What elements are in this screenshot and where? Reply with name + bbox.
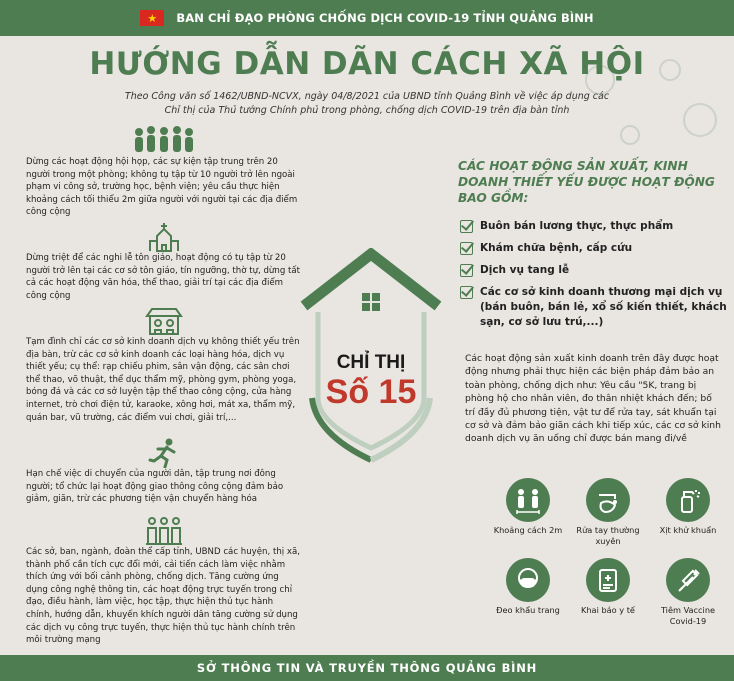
measure-label: Khoảng cách 2m	[493, 525, 563, 535]
handwash-icon	[593, 485, 623, 515]
spray-icon	[673, 485, 703, 515]
vaccine-icon	[673, 565, 703, 595]
page-title: HƯỚNG DẪN DÃN CÁCH XÃ HỘI	[89, 46, 645, 82]
essential-title: CÁC HOẠT ĐỘNG SẢN XUẤT, KINH DOANH THIẾT YẾU ĐƯỢC HOẠT ĐỘNG BAO GỒM:	[458, 159, 715, 205]
measure-label: Khai báo y tế	[581, 605, 635, 615]
house-shield-icon	[296, 248, 446, 478]
distance-icon	[513, 485, 543, 515]
measure-label: Rửa tay thường xuyên	[576, 525, 640, 546]
workers-icon	[144, 516, 184, 546]
church-icon	[147, 222, 181, 252]
directive-line2: Số 15	[325, 373, 417, 411]
safety-paragraph: Các hoạt động sản xuất kinh doanh trên đây được hoạt động nhưng phải thực hiện các biện pháp đảm bảo an toàn phòng, chống dịch như: Yêu cầu "5K, trang bị phòng hộ cho nhân viên, đo thân nhiệt khách đến; bố trí đầy đủ phương tiện, vật tư để rửa tay, sát khuẩn tại cơ sở và đảm bảo giãn cách khi tiếp xúc, các cơ sở kinh doanh dịch vụ ăn uống chỉ được bán mang đi/về	[465, 353, 721, 445]
measure-item	[568, 478, 648, 547]
checkbox-checked-icon	[460, 242, 473, 255]
restriction-item	[26, 438, 301, 506]
restriction-text: Các sở, ban, ngành, đoàn thể cấp tỉnh, UBND các huyện, thị xã, thành phố cần tích cực đổi mới, cải tiến cách làm việc nhằm thích ứng với bối cảnh phòng, chống dịch. Tăng cường ứng dụng công nghệ thông tin, các hoạt động trực tuyến trong chỉ đạo, điều hành, làm việc, học tập, thực hiện thủ tục hành chính, hướng dẫn, khuyến khích người dân tăng cường sử dụng các dịch vụ công trực tuyến, thực hiện thủ tục hành chính trên môi trường mạng	[26, 547, 300, 646]
top-banner	[0, 0, 734, 36]
measure-item	[648, 558, 728, 627]
measure-label: Xịt khử khuẩn	[659, 525, 717, 535]
measure-item	[488, 558, 568, 616]
directive-line1: CHỈ THỊ	[336, 352, 406, 373]
measure-item	[568, 558, 648, 616]
essential-item	[460, 241, 730, 256]
essential-list	[460, 219, 730, 337]
restriction-text: Dừng triệt để các nghi lễ tôn giáo, hoạt động có tụ tập từ 20 người trở lên tại các cơ sở tôn giáo, tín ngưỡng, thờ tự, dừng tất cả các hoạt động văn hóa, thể thao, giải trí tại các địa điểm công cộng	[26, 253, 301, 301]
checkbox-checked-icon	[460, 264, 473, 277]
footer: SỞ THÔNG TIN VÀ TRUYỀN THÔNG QUẢNG BÌNH	[0, 655, 734, 681]
restriction-item	[26, 222, 301, 302]
mask-icon	[513, 565, 543, 595]
page-subtitle: Theo Công văn số 1462/UBND-NCVX, ngày 04/8/2021 của UBND tỉnh Quảng Bình về việc áp dụng các Chỉ thị của Thủ tướng Chính phủ trong phòng, chống dịch COVID-19 trên địa bàn tỉnh	[124, 91, 610, 116]
essential-item-label: Buôn bán lương thực, thực phẩm	[480, 220, 674, 232]
restriction-text: Dừng các hoạt động hội họp, các sự kiện tập trung trên 20 người trong một phòng; không tụ tập từ 10 người trở lên ngoài phạm vi công sở, trường học, bệnh viện; yêu cầu thực hiện khoảng cách tối thiểu 2m giữa người với người tại các địa điểm công cộng	[26, 157, 298, 218]
measure-label: Tiêm Vaccine Covid-19	[660, 605, 716, 626]
essential-item	[460, 263, 730, 278]
crowd-icon	[129, 126, 199, 154]
essential-item-label: Khám chữa bệnh, cấp cứu	[480, 242, 633, 254]
restriction-text: Tạm đình chỉ các cơ sở kinh doanh dịch vụ không thiết yếu trên địa bàn, trừ các cơ sở kinh doanh các loại hàng hóa, dịch vụ thiết yếu; cụ thể: rạp chiếu phim, sân vận động, các sân chơi thể thao, võ thuật, thể dục thẩm mỹ, phòng gym, phòng yoga, bóng đá và các cơ sở luyện tập thể thao công cộng, cửa hàng internet, trò chơi điện tử, karaoke, xông hơi, mát xa, thẩm mỹ, quán bar, vũ trường, các điểm vui chơi, giải trí,...	[26, 337, 300, 423]
essential-item-label: Các cơ sở kinh doanh thương mại dịch vụ (bán buôn, bán lẻ, xổ số kiến thiết, khách sạn, cơ sở lưu trú,...)	[480, 286, 727, 328]
measure-item	[488, 478, 568, 536]
checkbox-checked-icon	[460, 220, 473, 233]
essential-item	[460, 219, 730, 234]
vietnam-flag-icon	[140, 10, 164, 26]
checkbox-checked-icon	[460, 286, 473, 299]
medical-declaration-icon	[593, 565, 623, 595]
market-icon	[144, 306, 184, 336]
restriction-item	[26, 126, 301, 219]
measure-item	[648, 478, 728, 536]
running-person-icon	[147, 438, 181, 468]
restriction-item	[26, 306, 301, 424]
restriction-item	[26, 516, 301, 647]
measure-label: Đeo khẩu trang	[496, 605, 560, 615]
banner-text: BAN CHỈ ĐẠO PHÒNG CHỐNG DỊCH COVID-19 TỈNH QUẢNG BÌNH	[176, 11, 594, 25]
flag-star: ★	[147, 11, 158, 25]
restriction-text: Hạn chế việc di chuyển của người dân, tập trung nơi đông người; tổ chức lại hoạt động giao thông công cộng đảm bảo giảm, giãn, trừ các phương tiện vận chuyển hàng hóa	[26, 469, 284, 505]
directive-shield	[296, 248, 446, 478]
essential-item-label: Dịch vụ tang lễ	[480, 264, 570, 276]
essential-item	[460, 285, 730, 330]
